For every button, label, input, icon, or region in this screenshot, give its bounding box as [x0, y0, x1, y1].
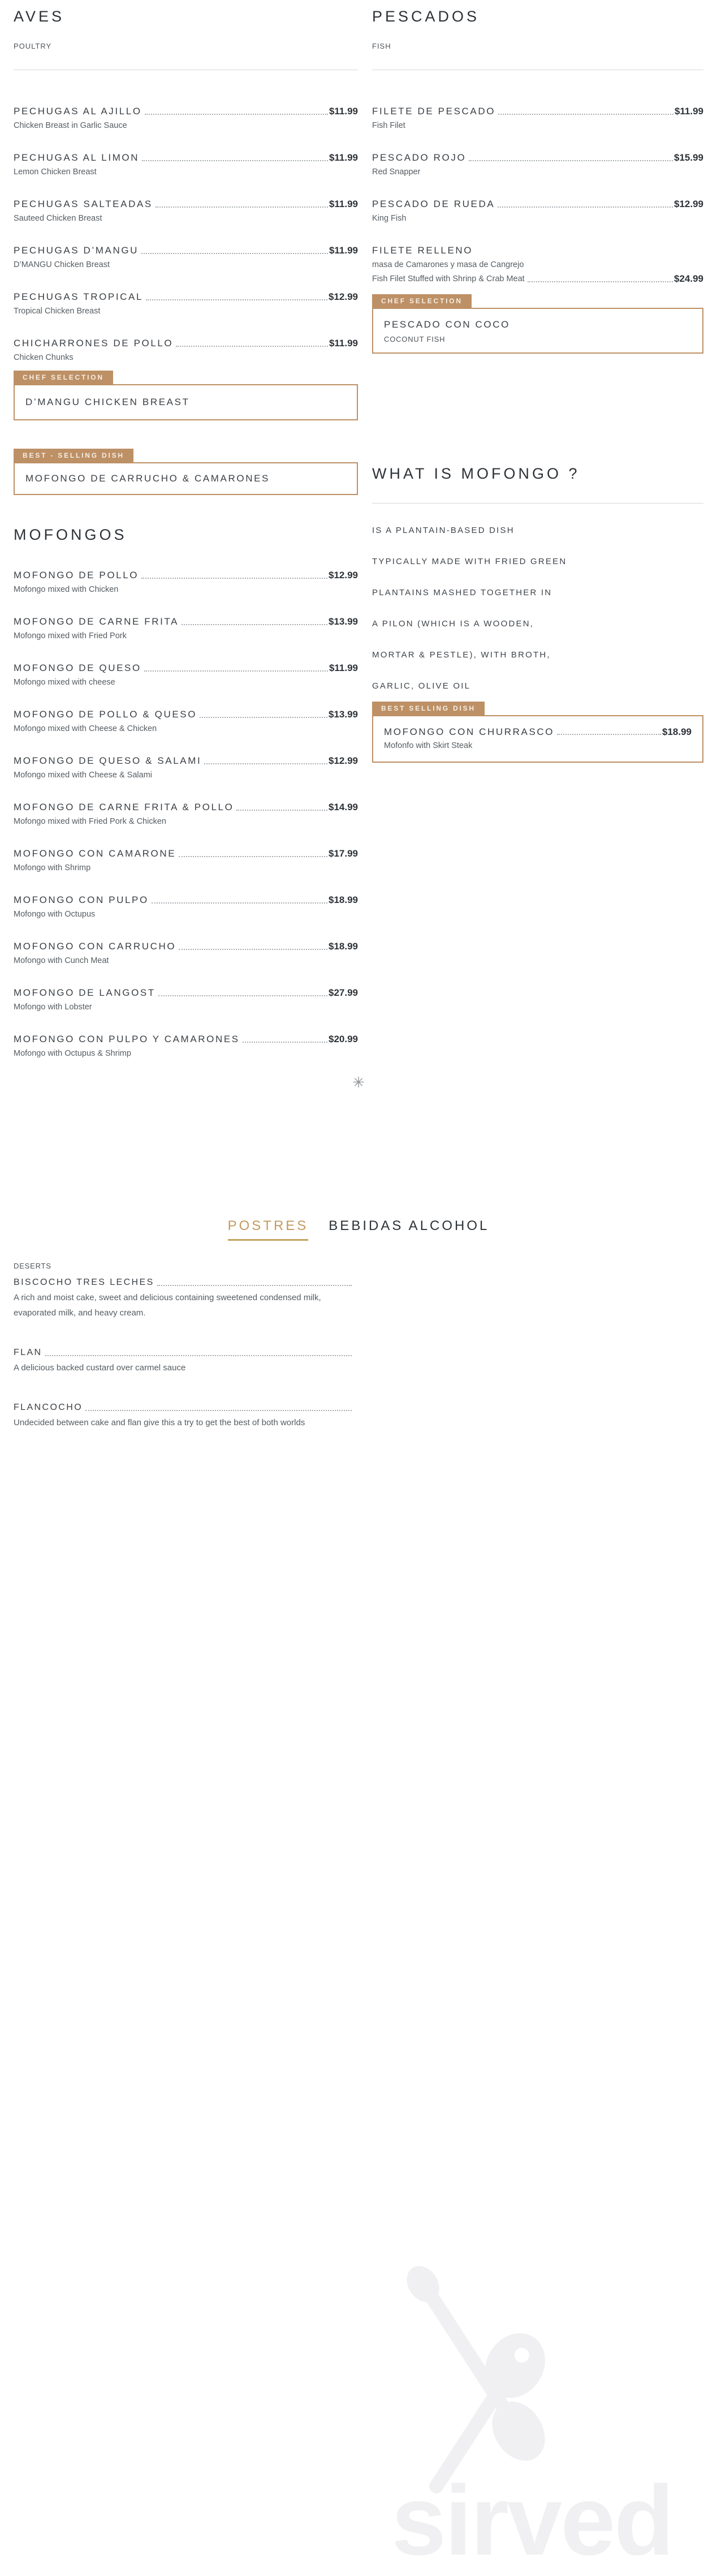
- menu-item: [14, 1345, 353, 1375]
- dotted-leader: [145, 114, 328, 115]
- dotted-leader: [204, 763, 327, 764]
- menu-item-price: $13.99: [329, 616, 358, 627]
- menu-item-name: FLAN: [14, 1348, 42, 1357]
- sirved-wordmark: sirved: [391, 2466, 673, 2576]
- section-title-pescados: PESCADOS: [372, 8, 480, 25]
- menu-item-name: MOFONGO CON CARRUCHO: [14, 941, 176, 952]
- menu-item-name: MOFONGO DE POLLO & QUESO: [14, 709, 197, 720]
- menu-item: [14, 197, 358, 225]
- menu-item-description-2: Fish Filet Stuffed with Shrinp & Crab Meat: [372, 274, 525, 283]
- menu-item-title-row: [372, 150, 703, 165]
- menu-item-price: $18.99: [329, 894, 358, 905]
- menu-item: [14, 1400, 353, 1430]
- menu-item-description: King Fish: [372, 214, 407, 223]
- menu-item-description: Mofongo mixed with cheese: [14, 678, 115, 687]
- dotted-leader: [179, 949, 327, 950]
- menu-item: [14, 707, 358, 736]
- what-is-mofongo-section: [372, 465, 703, 711]
- dotted-leader: [85, 1410, 352, 1411]
- menu-item-title-row: [14, 986, 358, 1000]
- mofongo-description-line: MORTAR & PESTLE), WITH BROTH,: [372, 650, 551, 660]
- menu-item-name: MOFONGO DE CARNE FRITA: [14, 616, 179, 627]
- menu-item-description: Mofongo mixed with Fried Pork & Chicken: [14, 817, 166, 826]
- menu-item: [14, 893, 358, 921]
- dotted-leader: [243, 1042, 327, 1043]
- menu-item-title-row: [372, 104, 703, 119]
- pescados-header: [372, 8, 703, 70]
- menu-item-price-row: [372, 272, 703, 286]
- menu-item-name: BISCOCHO TRES LECHES: [14, 1278, 154, 1287]
- section-title-what-is-mofongo: WHAT IS MOFONGO ?: [372, 465, 580, 482]
- menu-item-title-row: [14, 661, 358, 676]
- menu-item: [14, 1032, 358, 1060]
- mofongos-item-list: [14, 568, 358, 1078]
- menu-item-title-row: [14, 1400, 353, 1415]
- best-selling-right: [372, 702, 703, 763]
- chef-item-description: COCONUT FISH: [384, 335, 446, 343]
- dotted-leader: [144, 670, 328, 672]
- chef-selection-tag: CHEF SELECTION: [14, 371, 113, 384]
- menu-item-price: $15.99: [674, 152, 703, 163]
- aves-header: [14, 8, 358, 70]
- dotted-leader: [146, 299, 327, 300]
- menu-item-price: $18.99: [329, 941, 358, 952]
- menu-item-price: $13.99: [329, 709, 358, 720]
- menu-item-price: $11.99: [329, 199, 358, 209]
- dotted-leader: [200, 717, 327, 718]
- menu-item-description: Chicken Breast in Garlic Sauce: [14, 121, 127, 130]
- menu-item: [14, 290, 358, 318]
- menu-item-name: FLANCOCHO: [14, 1403, 83, 1412]
- mofongo-description-line: IS A PLANTAIN-BASED DISH: [372, 526, 515, 535]
- menu-item-title-row: [372, 243, 703, 258]
- menu-item-price: $12.99: [329, 755, 358, 766]
- mofongo-description-line: A PILON (WHICH IS A WOODEN,: [372, 619, 534, 629]
- menu-item-title-row: [14, 336, 358, 351]
- menu-item-price: $12.99: [329, 570, 358, 580]
- best-selling-box: [372, 715, 703, 763]
- menu-item: [14, 1275, 353, 1321]
- menu-item-description: Mofongo with Octupus: [14, 910, 96, 919]
- postres-section: [14, 1262, 353, 1455]
- menu-item-description: Lemon Chicken Breast: [14, 167, 97, 177]
- menu-item-title-row: [14, 197, 358, 212]
- menu-item-name: MOFONGO DE QUESO: [14, 663, 141, 673]
- menu-item-description: Sauteed Chicken Breast: [14, 214, 102, 223]
- menu-item-title-row: [14, 290, 358, 304]
- best-selling-item-name: MOFONGO DE CARRUCHO & CAMARONES: [25, 473, 270, 484]
- menu-item-price: $17.99: [329, 848, 358, 859]
- menu-item-price: $12.99: [329, 291, 358, 302]
- section-divider: [372, 503, 703, 504]
- best-selling-box: [14, 462, 358, 495]
- menu-item-title-row: [14, 614, 358, 629]
- section-subtitle-poultry: POULTRY: [14, 42, 52, 50]
- mofongos-header: [14, 526, 358, 543]
- menu-item-description: Mofongo mixed with Cheese & Chicken: [14, 724, 157, 733]
- dotted-leader: [236, 810, 327, 811]
- menu-item-description: Mofongo mixed with Fried Pork: [14, 631, 127, 640]
- menu-item: [14, 568, 358, 596]
- menu-item: [14, 104, 358, 132]
- menu-item-title-row: [14, 568, 358, 583]
- menu-item-description: Mofongo mixed with Cheese & Salami: [14, 771, 153, 780]
- desserts-item-list: [14, 1275, 353, 1430]
- chef-selection-tag: CHEF SELECTION: [372, 294, 472, 308]
- section-subtitle-fish: FISH: [372, 42, 391, 50]
- menu-item-name: MOFONGO CON PULPO: [14, 894, 149, 905]
- menu-item: [372, 243, 703, 286]
- menu-item-title-row: [14, 939, 358, 954]
- mofongo-description-line: TYPICALLY MADE WITH FRIED GREEN: [372, 557, 567, 566]
- dotted-leader: [158, 995, 327, 996]
- dotted-leader: [182, 624, 327, 625]
- menu-item-name: PECHUGAS AL LIMON: [14, 152, 140, 163]
- menu-item-description: Mofongo with Lobster: [14, 1003, 92, 1012]
- menu-item-name: PECHUGAS D’MANGU: [14, 245, 139, 256]
- menu-item-description: Fish Filet: [372, 121, 405, 130]
- menu-item-price: $11.99: [329, 338, 358, 349]
- menu-item-name: MOFONGO DE LANGOST: [14, 987, 156, 998]
- menu-item-description: masa de Camarones y masa de Cangrejo: [372, 260, 524, 269]
- menu-item-price: $11.99: [329, 663, 358, 673]
- menu-item-description: D’MANGU Chicken Breast: [14, 260, 110, 269]
- menu-item-title-row: [14, 1032, 358, 1047]
- menu-item-price: $11.99: [674, 106, 703, 117]
- chef-selection-box: [14, 384, 358, 420]
- crossed-spoon-fork-icon: [465, 2315, 691, 2466]
- chef-selection-aves: [14, 371, 358, 420]
- menu-item: [14, 754, 358, 782]
- dotted-leader: [498, 114, 673, 115]
- menu-item: [14, 846, 358, 875]
- dotted-leader: [179, 856, 327, 857]
- menu-item-name: PESCADO DE RUEDA: [372, 199, 495, 209]
- dotted-leader: [141, 253, 328, 254]
- menu-item-name: FILETE RELLENO: [372, 245, 473, 256]
- menu-item-title-row: [14, 1275, 353, 1290]
- menu-item-name: MOFONGO DE CARNE FRITA & POLLO: [14, 802, 234, 812]
- menu-item-price: $11.99: [329, 245, 358, 256]
- dotted-leader: [557, 734, 661, 735]
- dotted-leader: [176, 346, 328, 347]
- menu-item-description: A delicious backed custard over carmel sauce: [14, 1363, 186, 1373]
- section-title-mofongos: MOFONGOS: [14, 526, 127, 543]
- menu-item-title-row: [372, 197, 703, 212]
- section-title-aves: AVES: [14, 8, 65, 25]
- menu-item: [14, 986, 358, 1014]
- dotted-leader: [469, 160, 673, 161]
- dotted-leader: [141, 578, 327, 579]
- menu-item-price: $11.99: [329, 152, 358, 163]
- best-selling-left: [14, 449, 358, 495]
- menu-item: [14, 336, 358, 364]
- best-selling-item-name: MOFONGO CON CHURRASCO: [384, 726, 555, 737]
- mofongo-description-line: GARLIC, OLIVE OIL: [372, 681, 471, 691]
- menu-item-name: PECHUGAS SALTEADAS: [14, 199, 153, 209]
- best-selling-tag: BEST SELLING DISH: [372, 702, 485, 715]
- menu-item-title-row: [14, 1345, 353, 1360]
- menu-item-description: Undecided between cake and flan give this a try to get the best of both worlds: [14, 1418, 305, 1427]
- dotted-leader: [157, 1285, 352, 1286]
- menu-item-description: A rich and moist cake, sweet and delicious containing sweetened condensed milk, evaporated milk, and heavy cream.: [14, 1293, 321, 1318]
- menu-item-name: MOFONGO DE QUESO & SALAMI: [14, 755, 202, 766]
- menu-item-description: Mofongo mixed with Chicken: [14, 585, 119, 594]
- menu-item-name: MOFONGO CON CAMARONE: [14, 848, 176, 859]
- dotted-leader: [528, 281, 673, 282]
- menu-item-price: $14.99: [329, 802, 358, 812]
- menu-item: [14, 150, 358, 179]
- dotted-leader: [142, 160, 328, 161]
- menu-item-price: $27.99: [329, 987, 358, 998]
- tab-bebidas-alcohol[interactable]: BEBIDAS ALCOHOL: [329, 1218, 490, 1233]
- menu-item: [14, 939, 358, 967]
- section-subtitle-deserts: DESERTS: [14, 1262, 51, 1270]
- menu-item-price: $11.99: [329, 106, 358, 117]
- menu-item-price: $24.99: [674, 273, 703, 284]
- chef-item-name: PESCADO CON COCO: [384, 319, 510, 330]
- dotted-leader: [45, 1355, 352, 1356]
- menu-item-description: Tropical Chicken Breast: [14, 307, 101, 316]
- chef-item-name: D’MANGU CHICKEN BREAST: [25, 397, 190, 407]
- dotted-leader: [152, 902, 327, 904]
- dotted-leader: [156, 207, 328, 208]
- menu-item-description: Chicken Chunks: [14, 353, 74, 362]
- menu-item-title-row: [14, 104, 358, 119]
- menu-item-name: PESCADO ROJO: [372, 152, 467, 163]
- mofongo-description: [372, 524, 703, 693]
- best-selling-item-price: $18.99: [662, 726, 692, 737]
- menu-item-description: Red Snapper: [372, 167, 421, 177]
- chef-selection-pescados: [372, 294, 703, 354]
- menu-item-name: MOFONGO DE POLLO: [14, 570, 139, 580]
- menu-item-title-row: [14, 800, 358, 815]
- menu-item-title-row: [14, 150, 358, 165]
- best-selling-item-description: Mofonfo with Skirt Steak: [384, 741, 473, 750]
- menu-item: [14, 661, 358, 689]
- chef-selection-box: [372, 308, 703, 354]
- tab-postres[interactable]: POSTRES: [228, 1218, 309, 1241]
- menu-item-title-row: [14, 707, 358, 722]
- dotted-leader: [498, 207, 673, 208]
- asterisk-divider-icon: ✳: [352, 1074, 365, 1091]
- menu-item-name: MOFONGO CON PULPO Y CAMARONES: [14, 1034, 240, 1044]
- menu-item-name: FILETE DE PESCADO: [372, 106, 496, 117]
- menu-item-description: Mofongo with Octupus & Shrimp: [14, 1049, 131, 1058]
- menu-item: [14, 243, 358, 272]
- menu-item-description: Mofongo with Cunch Meat: [14, 956, 109, 965]
- menu-item-name: CHICHARRONES DE POLLO: [14, 338, 174, 349]
- menu-item-name: PECHUGAS AL AJILLO: [14, 106, 142, 117]
- best-selling-tag: BEST - SELLING DISH: [14, 449, 133, 462]
- menu-item: [14, 800, 358, 828]
- menu-item-name: PECHUGAS TROPICAL: [14, 291, 144, 302]
- menu-item-price: $20.99: [329, 1034, 358, 1044]
- menu-item-title-row: [14, 243, 358, 258]
- menu-item-title-row: [14, 846, 358, 861]
- menu-item: [372, 150, 703, 179]
- pescados-item-list: [372, 104, 703, 304]
- menu-item: [14, 614, 358, 643]
- aves-item-list: [14, 104, 358, 382]
- menu-item: [372, 104, 703, 132]
- menu-item-description: Mofongo with Shrimp: [14, 863, 91, 872]
- menu-item: [372, 197, 703, 225]
- mofongo-description-line: PLANTAINS MASHED TOGETHER IN: [372, 588, 552, 597]
- menu-item-price: $12.99: [674, 199, 703, 209]
- menu-tab-bar: [0, 1218, 717, 1241]
- menu-item-title-row: [14, 754, 358, 768]
- menu-item-title-row: [14, 893, 358, 908]
